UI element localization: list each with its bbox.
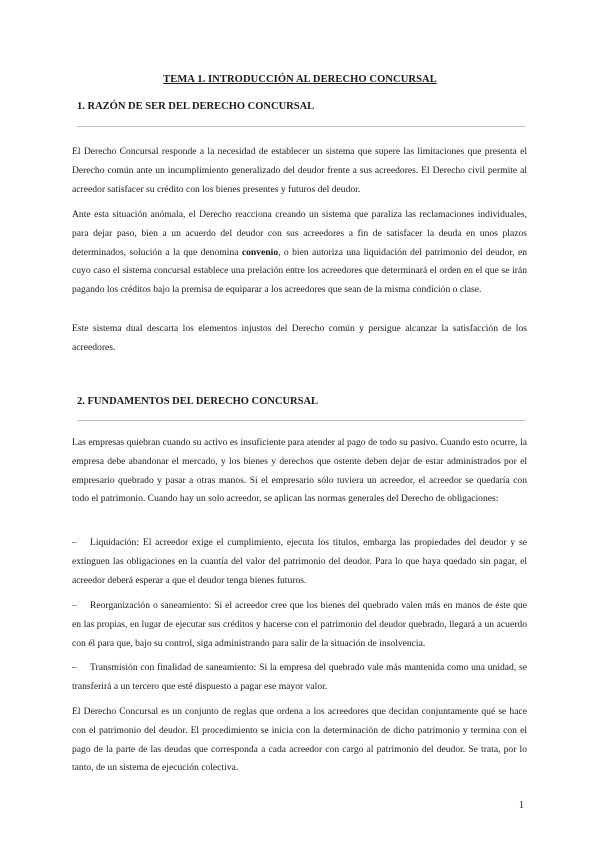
section-2-divider: [77, 420, 525, 421]
section-1-heading: 1. RAZÓN DE SER DEL DERECHO CONCURSAL: [77, 101, 315, 112]
dash-marker: –: [72, 600, 77, 611]
section-2-heading: 2. FUNDAMENTOS DEL DERECHO CONCURSAL: [77, 396, 319, 407]
list-item: [72, 534, 527, 590]
list-item-text: Reorganización o saneamiento: Si el acreedor cree que los bienes del quebrado valen más en manos de éste que en las propias, en lugar de ejecutar sus créditos y hacerse con el patrimonio del deudor quebrado, llegará a un acuerdo con él para que, bajo su control, siga administrando para salir de la situación de insolvencia.: [72, 600, 527, 649]
dash-marker: –: [72, 662, 77, 673]
paragraph-text: , o bien autoriza una liquidación del patrimonio del deudor, en cuyo caso el sistema concursal establece una prelación entre los acreedores que determinará el orden en el que se irán pagando los créditos bajo la premisa de equiparar a los acreedores que sean de la misma condición o clase.: [72, 246, 527, 296]
list-item: [72, 597, 527, 653]
section-1-paragraph-3: Este sistema dual descarta los elementos injustos del Derecho común y persigue alcanzar la satisfacción de los acreedores.: [72, 323, 527, 353]
section-1-divider: [77, 126, 525, 127]
emphasized-term: convenio: [241, 246, 279, 258]
paragraph-text: Ante esta situación anómala, el Derecho reacciona creando un sistema que paraliza las reclamaciones individuales, para dejar paso, bien a un acuerdo del deudor con sus acreedores a fin de satisfacer la deuda en unos plazos determinados, solución a la que denomina: [72, 209, 527, 258]
section-2-paragraph-1: Las empresas quiebran cuando su activo es insuficiente para atender al pago de todo su pasivo. Cuando esto ocurre, la empresa debe abandonar el mercado, y los bienes y derechos que ostente deben dejar de estar administrados por el empresario quebrado y pasar a otras manos. Si el empresario sólo tuviera un acreedor, el acreedor se quedaría con todo el patrimonio. Cuando hay un solo acreedor, se aplican las normas generales del Derecho de obligaciones:: [72, 437, 527, 505]
list-item-text: Liquidación: El acreedor exige el cumplimiento, ejecuta los títulos, embarga las propiedades del deudor y se extinguen las obligaciones en la cuantía del valor del patrimonio del deudor. Para lo que haya quedado sin pagar, el acreedor deberá esperar a que el deudor tenga bienes futuros.: [72, 537, 527, 586]
list-item: [72, 659, 527, 697]
section-1-paragraph-1: El Derecho Concursal responde a la necesidad de establecer un sistema que supere las limitaciones que presenta el Derecho común ante un incumplimiento generalizado del deudor frente a sus acreedores. El Derecho civil permite al acreedor satisfacer su crédito con los bienes presentes y futuros del deudor.: [72, 146, 527, 195]
section-2-paragraph-2: El Derecho Concursal es un conjunto de reglas que ordena a los acreedores que decidan conjuntamente qué se hace con el patrimonio del deudor. El procedimiento se inicia con la determinación de dicho patrimonio y termina con el pago de la parte de las deudas que corresponda a cada acreedor con cargo al patrimonio del deudor. Se trata, por lo tanto, de un sistema de ejecución colectiva.: [72, 706, 527, 774]
page-number: 1: [519, 800, 524, 811]
list-item-text: Transmisión con finalidad de saneamiento: Si la empresa del quebrado vale más mantenida como una unidad, se transferirá a un tercero que esté dispuesto a pagar ese mayor valor.: [72, 662, 527, 692]
dash-marker: –: [72, 537, 77, 548]
section-1-paragraph-2: [72, 206, 527, 300]
document-title: TEMA 1. INTRODUCCIÓN AL DERECHO CONCURSAL: [163, 74, 437, 85]
